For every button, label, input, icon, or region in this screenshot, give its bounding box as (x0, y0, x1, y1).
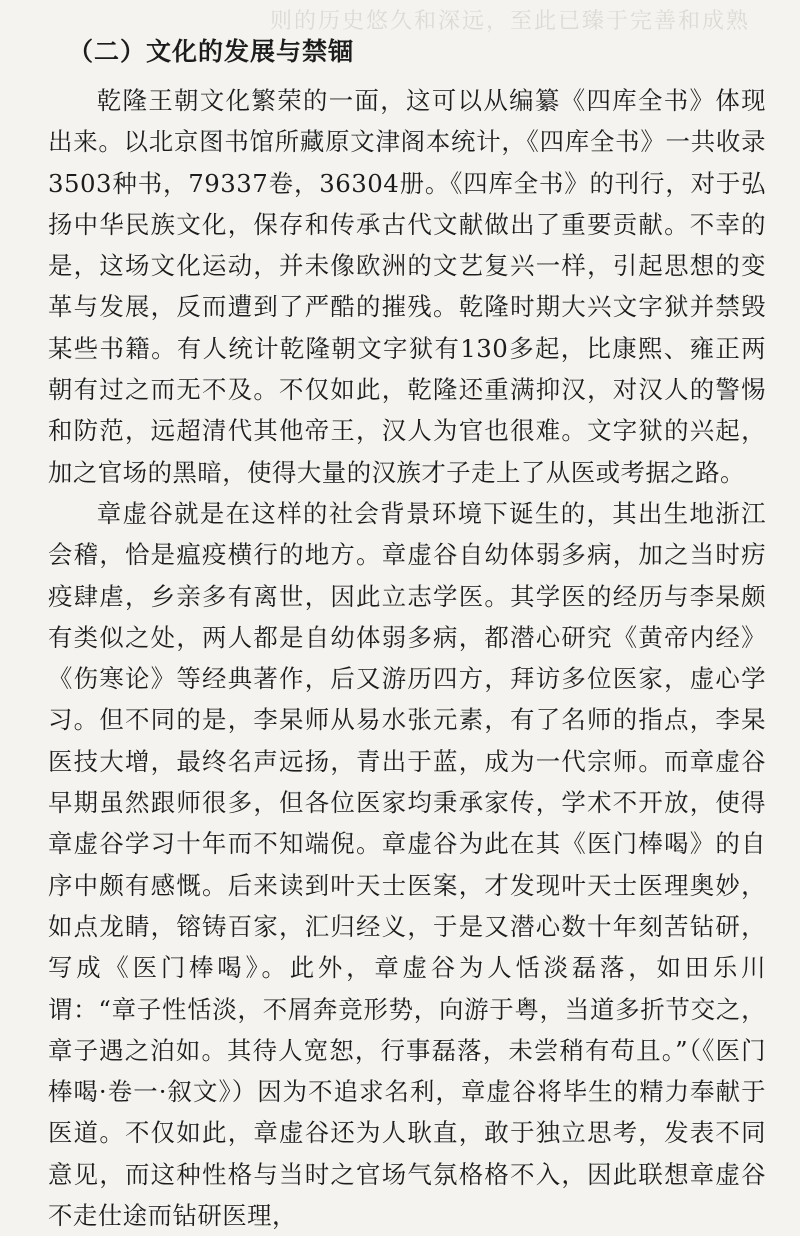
section-heading: （二）文化的发展与禁锢 (68, 37, 355, 66)
bleed-through-text: 则的历史悠久和深远，至此已臻于完善和成熟 (270, 9, 751, 34)
paragraph-1: 乾隆王朝文化繁荣的一面，这可以从编纂《四库全书》体现出来。以北京图书馆所藏原文津阁本统计，《四库全书》一共收录3503种书，79337卷，36304册。《四库全书》的刊行，对于弘扬中华民族文化，保存和传承古代文献做出了重要贡献。不幸的是，这场文化运动，并未像欧洲的文艺复兴一样，引起思想的变革与发展，反而遭到了严酷的摧残。乾隆时期大兴文字狱并禁毁某些书籍。有人统计乾隆朝文字狱有130多起，比康熙、雍正两朝有过之而无不及。不仅如此，乾隆还重满抑汉，对汉人的警惕和防范，远超清代其他帝王，汉人为官也很难。文字狱的兴起，加之官场的黑暗，使得大量的汉族才子走上了从医或考据之路。 (48, 86, 766, 487)
paragraph-2: 章虚谷就是在这样的社会背景环境下诞生的，其出生地浙江会稽，恰是瘟疫横行的地方。章虚谷自幼体弱多病，加之当时疠疫肆虐，乡亲多有离世，因此立志学医。其学医的经历与李杲颇有类似之处，两人都是自幼体弱多病，都潜心研究《黄帝内经》《伤寒论》等经典著作，后又游历四方，拜访多位医家，虚心学习。但不同的是，李杲师从易水张元素，有了名师的指点，李杲医技大增，最终名声远扬，青出于蓝，成为一代宗师。而章虚谷早期虽然跟师很多，但各位医家均秉承家传，学术不开放，使得章虚谷学习十年而不知端倪。章虚谷为此在其《医门棒喝》的自序中颇有感慨。后来读到叶天士医案，才发现叶天士医理奥妙，如点龙睛，镕铸百家，汇归经义，于是又潜心数十年刻苦钻研，写成《医门棒喝》。此外，章虚谷为人恬淡磊落，如田乐川谓：“章子性恬淡，不屑奔竞形势，向游于粤，当道多折节交之，章子遇之泊如。其待人宽恕，行事磊落，未尝稍有苟且。”（《医门棒喝·卷一·叙文》）因为不追求名利，章虚谷将毕生的精力奉献于医道。不仅如此，章虚谷还为人耿直，敢于独立思考，发表不同意见，而这种性格与当时之官场气氛格格不入，因此联想章虚谷不走仕途而钻研医理， (48, 498, 766, 1231)
